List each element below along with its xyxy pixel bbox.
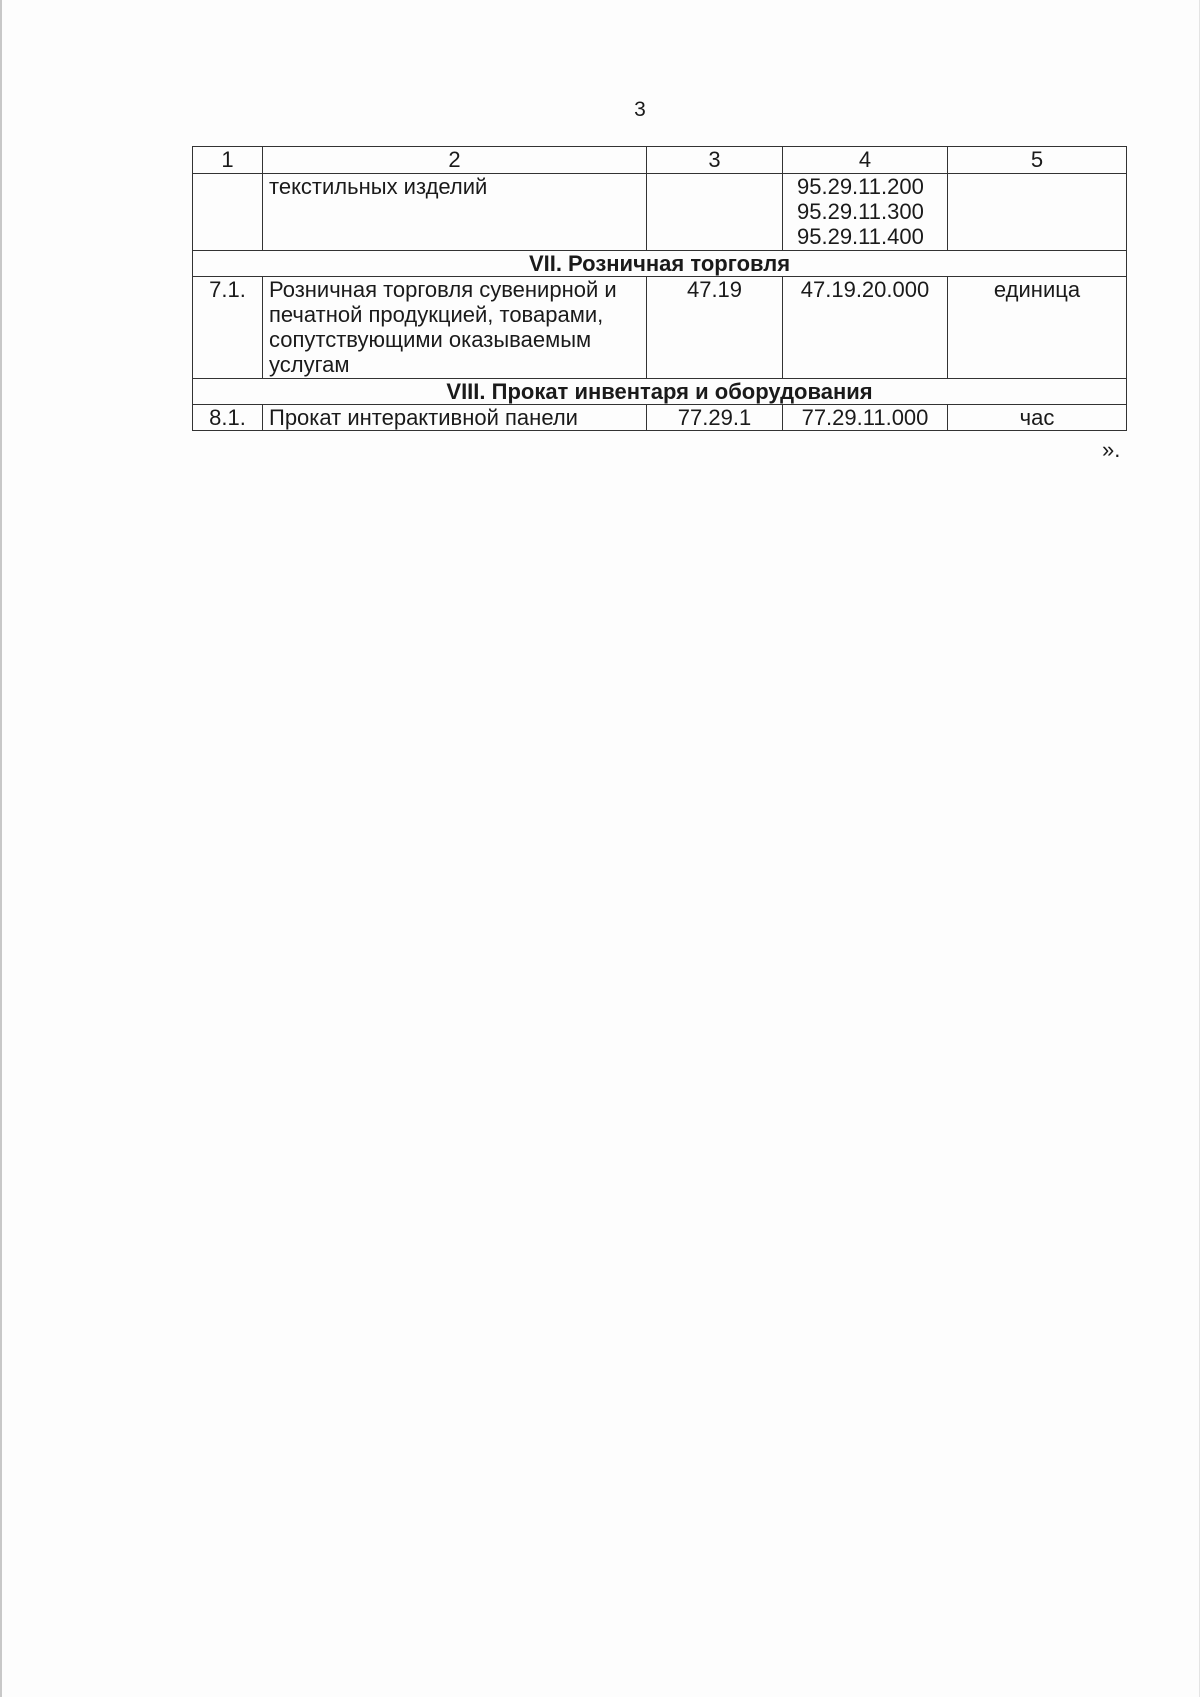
service-name: текстильных изделий	[263, 174, 647, 251]
okved-code	[647, 174, 783, 251]
section-heading: VII. Розничная торговля	[193, 251, 1127, 277]
section-heading: VIII. Прокат инвентаря и оборудования	[193, 379, 1127, 405]
okved-code: 47.19	[647, 277, 783, 379]
okpd-code: 47.19.20.000	[783, 277, 948, 379]
table-header-cell: 1	[193, 147, 263, 174]
okpd-code: 77.29.11.000	[783, 405, 948, 431]
okpd-codes	[783, 174, 948, 251]
row-number	[193, 174, 263, 251]
table-row	[193, 174, 1127, 251]
okpd-code: 95.29.11.200	[797, 174, 924, 199]
row-number: 7.1.	[193, 277, 263, 379]
unit: час	[948, 405, 1127, 431]
table-header-cell: 4	[783, 147, 948, 174]
page-edge	[0, 0, 2, 1697]
page-number: 3	[634, 98, 646, 121]
services-table	[192, 146, 1127, 431]
table-header-row	[193, 147, 1127, 174]
okpd-code: 95.29.11.400	[797, 224, 924, 249]
section-heading-row	[193, 379, 1127, 405]
okved-code: 77.29.1	[647, 405, 783, 431]
closing-quote-mark: ».	[1102, 437, 1121, 462]
table-row	[193, 277, 1127, 379]
table-row	[193, 405, 1127, 431]
section-heading-row	[193, 251, 1127, 277]
okpd-code: 95.29.11.300	[797, 199, 924, 224]
row-number: 8.1.	[193, 405, 263, 431]
service-name: Прокат интерактивной панели	[263, 405, 647, 431]
table-header-cell: 2	[263, 147, 647, 174]
unit: единица	[948, 277, 1127, 379]
table-header-cell: 3	[647, 147, 783, 174]
table-header-cell: 5	[948, 147, 1127, 174]
unit	[948, 174, 1127, 251]
service-name: Розничная торговля сувенирной и печатной продукцией, товарами, сопутствующими оказываемым услугам	[263, 277, 647, 379]
